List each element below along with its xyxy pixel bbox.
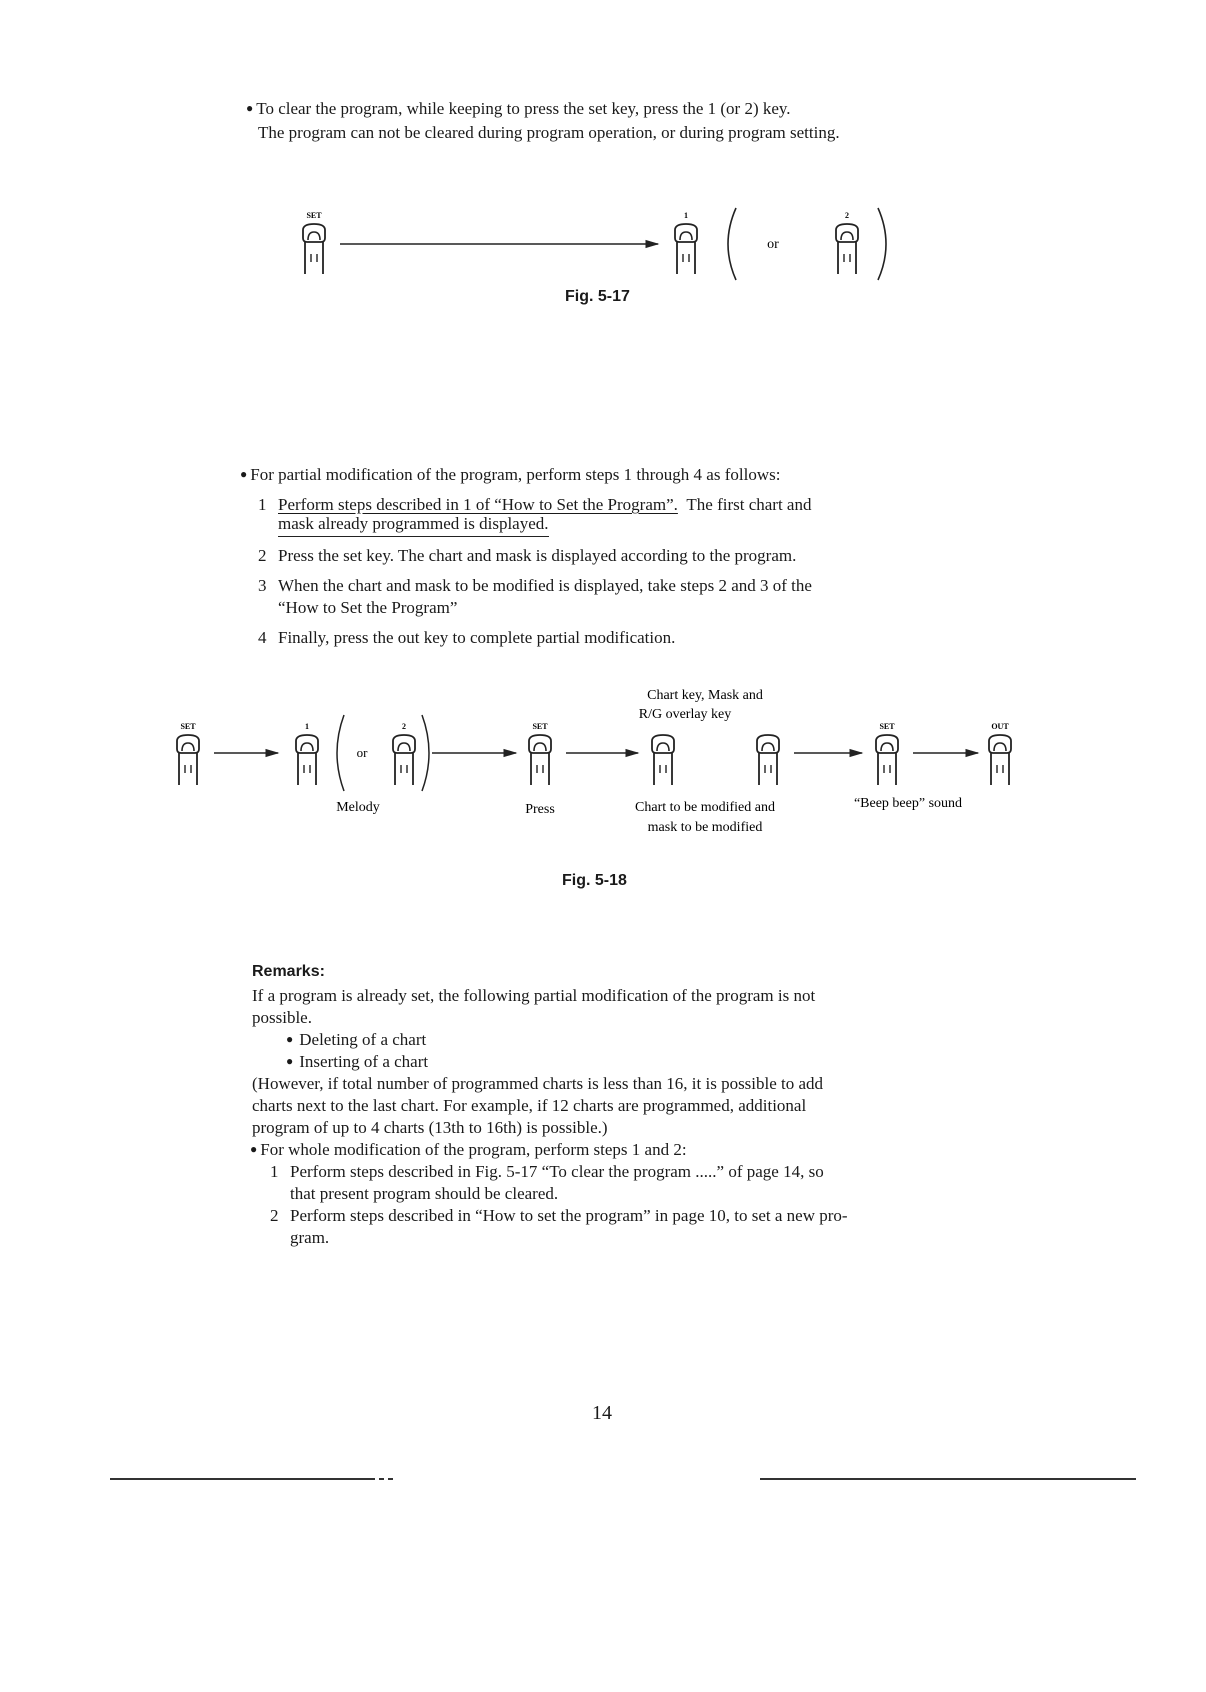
or-label: or — [356, 745, 368, 760]
out-key-label: OUT — [991, 722, 1009, 731]
fig-5-17-caption: Fig. 5-17 — [565, 288, 630, 305]
chart-key-label-2: R/G overlay key — [638, 707, 732, 722]
step-1-text-b: The first chart and — [686, 495, 812, 514]
open-paren — [337, 715, 344, 791]
whole-step-1-cont: that present program should be cleared. — [290, 1184, 559, 1203]
or-label: or — [767, 237, 779, 252]
step-4-text: Finally, press the out key to complete partial modification. — [278, 628, 676, 647]
remarks-item-inserting: ● Inserting of a chart — [286, 1051, 428, 1074]
partial-step-3 — [258, 575, 812, 597]
remarks-however-3: program of up to 4 charts (13th to 16th) is possible.) — [252, 1118, 608, 1137]
step-number: 1 — [258, 495, 267, 514]
press-label: Press — [525, 802, 555, 817]
whole-step-2-cont: gram. — [290, 1228, 330, 1247]
bottom-rule-dash — [370, 1478, 396, 1480]
remarks-however-2: charts next to the last chart. For example, if 12 charts are programmed, additional — [252, 1096, 807, 1115]
whole-step-2-text-a: Perform steps described in “How to set the program” in page 10, to set a new pro- — [290, 1206, 848, 1225]
set-key-icon — [303, 224, 325, 274]
key-1-label: 1 — [684, 211, 688, 220]
set-key-label: SET — [879, 722, 895, 731]
key-2-label: 2 — [845, 211, 849, 220]
set-key-label: SET — [532, 722, 548, 731]
step-number: 2 — [258, 546, 267, 565]
set-key-label: SET — [306, 211, 322, 220]
remarks-however-1: (However, if total number of programmed charts is less than 16, it is possible to add — [252, 1074, 824, 1093]
step-1-text-a: Perform steps described in 1 of “How to Set the Program”. — [278, 495, 678, 514]
whole-modification-intro: ● For whole modification of the program, perform steps 1 and 2: — [250, 1139, 687, 1162]
page-number: 14 — [592, 1402, 612, 1424]
key-1-icon — [675, 224, 697, 274]
partial-step-4 — [258, 627, 675, 649]
set-key-icon — [529, 735, 551, 785]
chart-modified-label-2: mask to be modified — [647, 820, 763, 835]
whole-step-2 — [270, 1205, 848, 1227]
chart-key-label-1: Chart key, Mask and — [647, 688, 763, 703]
clear-instruction-line2: The program can not be cleared during program operation, or during program setting. — [258, 123, 840, 142]
fig-5-17-diagram — [280, 200, 920, 290]
set-key-label: SET — [180, 722, 196, 731]
mask-key-icon — [757, 735, 779, 785]
remarks-item-deleting: ● Deleting of a chart — [286, 1029, 426, 1052]
set-key-icon — [876, 735, 898, 785]
remarks-heading: Remarks: — [252, 963, 325, 980]
step-3-text-a: When the chart and mask to be modified is displayed, take steps 2 and 3 of the — [278, 576, 812, 595]
step-number: 1 — [270, 1162, 279, 1181]
key-1-label: 1 — [305, 722, 309, 731]
close-paren — [878, 208, 886, 280]
beep-label: “Beep beep” sound — [853, 796, 963, 811]
step-number: 3 — [258, 576, 267, 595]
partial-intro: ● For partial modification of the program, perform steps 1 through 4 as follows: — [240, 464, 780, 487]
fig-5-18-caption: Fig. 5-18 — [562, 872, 627, 889]
bottom-rule-right — [760, 1478, 1136, 1480]
remarks-line2: possible. — [252, 1008, 312, 1027]
partial-step-1-cont: mask already programmed is displayed. — [278, 513, 549, 537]
chart-key-icon — [652, 735, 674, 785]
close-paren — [422, 715, 429, 791]
bottom-rule-left — [110, 1478, 370, 1480]
step-2-text: Press the set key. The chart and mask is displayed according to the program. — [278, 546, 797, 565]
fig-5-18-diagram — [170, 685, 1050, 835]
remarks-line1: If a program is already set, the following partial modification of the program is not — [252, 986, 816, 1005]
partial-step-3-cont: “How to Set the Program” — [278, 598, 458, 617]
key-2-icon — [393, 735, 415, 785]
open-paren — [728, 208, 736, 280]
set-key-icon — [177, 735, 199, 785]
partial-step-2 — [258, 545, 796, 567]
clear-instruction-line1: ● To clear the program, while keeping to press the set key, press the 1 (or 2) key. — [246, 98, 791, 121]
step-number: 4 — [258, 628, 267, 647]
out-key-icon — [989, 735, 1011, 785]
key-2-label: 2 — [402, 722, 406, 731]
chart-modified-label-1: Chart to be modified and — [635, 800, 775, 815]
melody-label: Melody — [336, 800, 380, 815]
step-number: 2 — [270, 1206, 279, 1225]
key-2-icon — [836, 224, 858, 274]
whole-step-1-text-a: Perform steps described in Fig. 5-17 “To clear the program .....” of page 14, so — [290, 1162, 824, 1181]
whole-step-1 — [270, 1161, 824, 1183]
key-1-icon — [296, 735, 318, 785]
